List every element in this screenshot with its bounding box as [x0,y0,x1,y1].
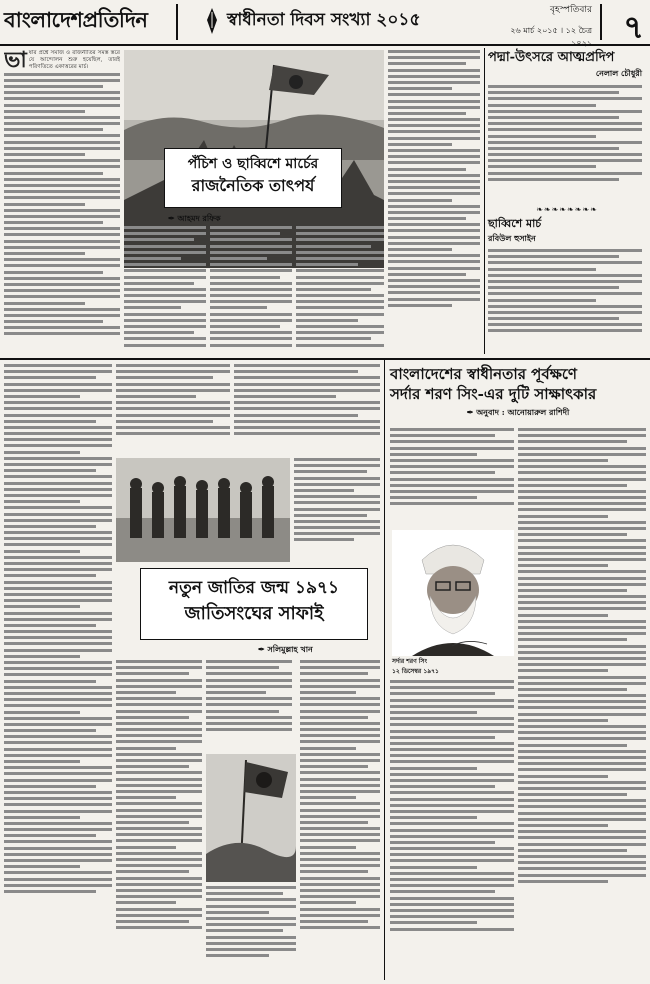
masthead [0,0,650,46]
pen-icon: ✒ [466,407,477,417]
second-article-column-1 [4,364,112,980]
interview-date-heading: ১২ ডিসেম্বর ১৯৭১ [392,668,439,675]
lead-author: আহমদ রফিক [177,213,221,223]
second-article-column-7 [206,886,296,980]
second-article-column-3-top [234,364,380,454]
special-issue-title: স্বাধীনতা দিবস সংখ্যা ২০১৫ [227,10,421,30]
poem2-title: ছাব্বিশে মার্চ [488,217,542,230]
second-article-column-4 [294,458,380,562]
lead-headline [164,148,342,208]
interview-translator: ✒ অনুবাদ : আনোয়ারুল রাশিদী [466,407,570,417]
dateline [500,2,592,51]
poem-body [488,85,642,203]
interview-headline-line2: সর্দার শরণ সিং-এর দুটি সাক্ষাৎকার [390,385,597,403]
interview-column-2 [518,428,646,980]
newspaper-logo: বাংলাদেশপ্রতিদিন [4,8,148,32]
weekday: বৃহস্পতিবার [550,5,592,15]
second-author: সলিমুল্লাহ খান [267,644,313,654]
poem-author: নেলাল চৌধুরী [595,68,642,78]
second-headline-line1: নতুন জাতির জন্ম ১৯৭১ [168,578,340,598]
flag-raising-photo [206,754,296,882]
sardar-swaran-singh-portrait [392,530,514,656]
page-number: ৭ [623,8,644,46]
lead-headline-line1: পঁচিশ ও ছাব্বিশে মার্চের [187,156,319,172]
interview-column-1-top [390,428,514,526]
interview-headline-line1: বাংলাদেশের স্বাধীনতার পূর্বক্ষণে [390,365,577,383]
pen-icon: ✒ [258,644,268,654]
lead-article-intro: ষার প্রশ্নে সমাজ ও রাজনীতির সমস্ত স্তরে যে আন্দোলন শুরু হয়েছিল, তারই পরিণতিতে একাত্তরের মার্চ। [28,50,120,71]
interview-column-1-bottom [390,680,514,980]
lead-article-intro-column [4,50,120,360]
drop-cap: ভা [4,50,27,73]
lead-article-column-5 [388,50,480,354]
second-headline-line2: জাতিসংঘের সাফাই [184,603,324,624]
poem2-body [488,249,642,359]
lead-headline-line2: রাজনৈতিক তাৎপর্য [191,176,315,195]
pen-icon: ✒ [168,213,178,223]
special-issue-banner [205,6,420,36]
poem-title: পদ্মা-উৎসরে আত্মপ্রদিপ [488,50,615,65]
pen-nib-icon [205,8,219,34]
poem-section [488,50,646,354]
ornament-divider: ❧❧❧❧❧❧❧❧ [536,205,598,214]
portrait-caption: সর্দার শরণ সিং [392,658,428,665]
second-byline [258,644,313,657]
guerrilla-group-photo [116,458,290,562]
lead-article-column-4 [296,226,384,354]
poem2-author: রবিউল হুসাইন [488,233,536,243]
interview-headline [390,364,646,420]
second-article-column-6 [206,660,292,750]
second-headline [140,568,368,640]
lead-article-column-3 [210,226,292,354]
second-article-column-2-top [116,364,230,454]
second-article-column-8 [300,660,380,980]
issue-date: ২৬ মার্চ ২০১৫ । ১২ চৈত্র ১৪২১ [510,26,592,48]
lead-byline [168,213,221,226]
lead-article-column-2 [124,226,206,354]
second-article-column-5 [116,660,202,980]
